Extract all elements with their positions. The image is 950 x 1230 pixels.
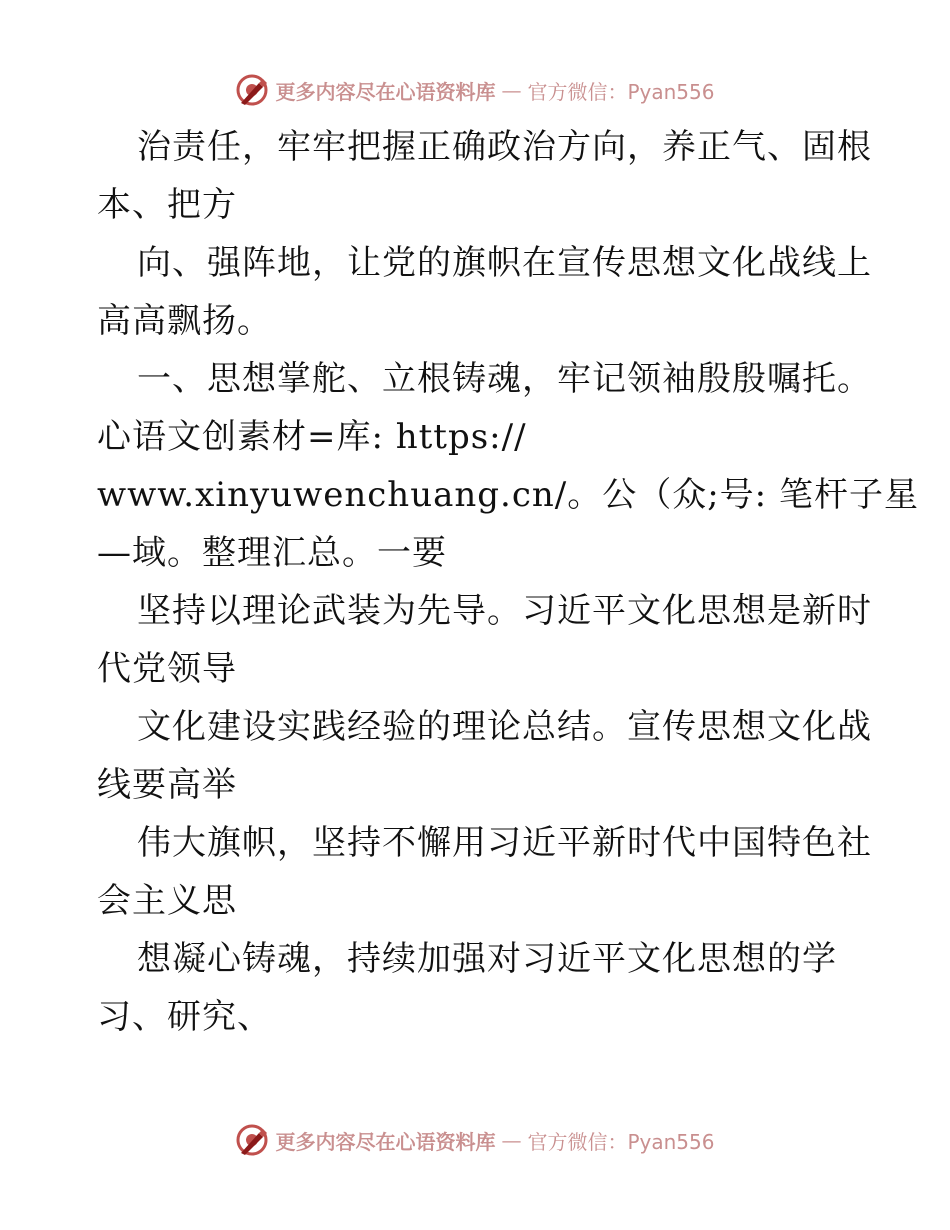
text-line: 向、强阵地，让党的旗帜在宣传思想文化战线上 bbox=[137, 243, 872, 283]
banner-separator: — bbox=[501, 78, 522, 102]
banner-wechat: 官方微信：Pyan556 bbox=[527, 79, 715, 104]
text-line: 习、研究、 bbox=[97, 997, 272, 1037]
text-line: 想凝心铸魂，持续加强对习近平文化思想的学 bbox=[137, 939, 837, 979]
text-line: 伟大旗帜，坚持不懈用习近平新时代中国特色社 bbox=[137, 823, 872, 863]
text-line: 一、思想掌舵、立根铸魂，牢记领袖殷殷嘱托。 bbox=[137, 359, 872, 399]
text-line: 心语文创素材=库: https:// bbox=[97, 417, 527, 457]
text-line: 线要高举 bbox=[97, 765, 237, 805]
pen-logo-icon bbox=[235, 73, 269, 107]
text-line: 坚持以理论武装为先导。习近平文化思想是新时 bbox=[137, 591, 872, 631]
text-line: 本、把方 bbox=[97, 185, 237, 225]
text-line: 代党领导 bbox=[97, 649, 237, 689]
text-line: 治责任，牢牢把握正确政治方向，养正气、固根 bbox=[137, 127, 872, 167]
banner-title: 更多内容尽在心语资料库 bbox=[275, 79, 496, 104]
pen-logo-icon bbox=[235, 1123, 269, 1157]
footer-banner bbox=[0, 1120, 950, 1160]
banner-separator: — bbox=[501, 1128, 522, 1152]
banner-title: 更多内容尽在心语资料库 bbox=[275, 1129, 496, 1154]
header-banner bbox=[0, 70, 950, 110]
text-line: —域。整理汇总。一要 bbox=[97, 533, 447, 573]
text-line: www.xinyuwenchuang.cn/。公（众;号: 笔杆子星 bbox=[97, 475, 919, 515]
text-line: 高高飘扬。 bbox=[97, 301, 272, 341]
document-body bbox=[97, 118, 919, 1046]
text-line: 文化建设实践经验的理论总结。宣传思想文化战 bbox=[137, 707, 872, 747]
banner-wechat: 官方微信：Pyan556 bbox=[527, 1129, 715, 1154]
text-line: 会主义思 bbox=[97, 881, 237, 921]
